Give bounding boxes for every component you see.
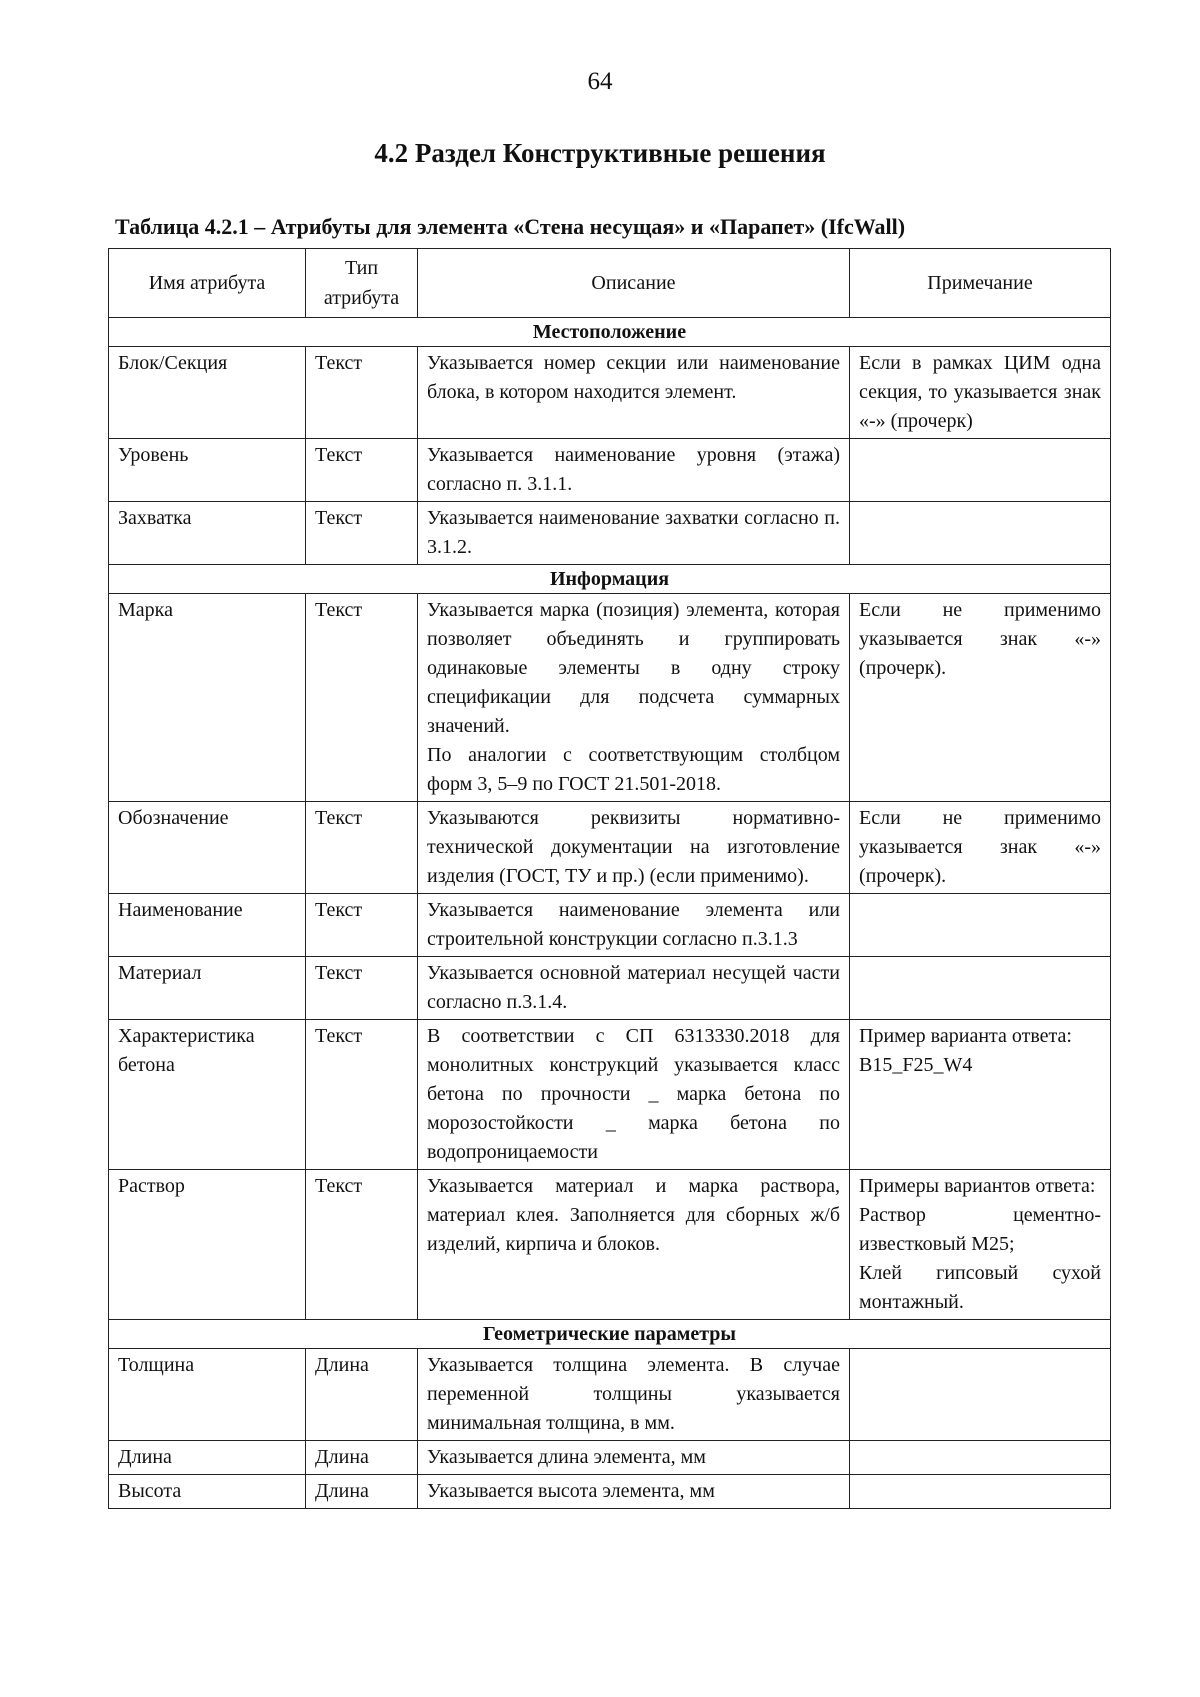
attr-type: Текст: [306, 802, 418, 894]
attr-note: Примеры вариантов ответа: Раствор цементно-известковый М25; Клей гипсовый сухой монтажный.: [850, 1170, 1111, 1320]
attr-description: Указывается марка (позиция) элемента, которая позволяет объединять и группировать одинаковые элементы в одну строку спецификации для подсчета суммарных значений. По аналогии с соответствующим столбцом форм 3, 5–9 по ГОСТ 21.501-2018.: [418, 594, 850, 802]
table-row: [109, 347, 1111, 439]
attr-name: Высота: [109, 1475, 306, 1509]
attr-note: [850, 894, 1111, 957]
attr-note: [850, 1349, 1111, 1441]
attr-type: Текст: [306, 594, 418, 802]
attr-type: Текст: [306, 1020, 418, 1170]
attr-description: В соответствии с СП 6313330.2018 для монолитных конструкций указывается класс бетона по прочности _ марка бетона по морозостойкости _ марка бетона по водопроницаемости: [418, 1020, 850, 1170]
column-header-note: Примечание: [850, 249, 1111, 318]
column-header-type: Тип атрибута: [306, 249, 418, 318]
attr-description: Указывается наименование захватки согласно п. 3.1.2.: [418, 502, 850, 565]
attr-note: Если не применимо указывается знак «-» (прочерк).: [850, 594, 1111, 802]
attr-description: Указывается номер секции или наименование блока, в котором находится элемент.: [418, 347, 850, 439]
attr-name: Длина: [109, 1441, 306, 1475]
attr-name: Толщина: [109, 1349, 306, 1441]
attr-name: Блок/Секция: [109, 347, 306, 439]
attr-type: Длина: [306, 1349, 418, 1441]
attr-note: Если не применимо указывается знак «-» (прочерк).: [850, 802, 1111, 894]
table-row: [109, 1475, 1111, 1509]
attr-name: Характеристика бетона: [109, 1020, 306, 1170]
attr-description: Указывается наименование элемента или строительной конструкции согласно п.3.1.3: [418, 894, 850, 957]
column-header-name: Имя атрибута: [109, 249, 306, 318]
table-caption: Таблица 4.2.1 – Атрибуты для элемента «Стена несущая» и «Парапет» (IfcWall): [115, 214, 906, 239]
attr-type: Длина: [306, 1475, 418, 1509]
group-row-geometry: [109, 1320, 1111, 1349]
group-title: Информация: [109, 565, 1111, 594]
attr-type: Текст: [306, 502, 418, 565]
table-row: [109, 894, 1111, 957]
group-row-information: [109, 565, 1111, 594]
group-title: Геометрические параметры: [109, 1320, 1111, 1349]
attributes-table: [108, 248, 1111, 1509]
attr-name: Уровень: [109, 439, 306, 502]
table-row: [109, 1020, 1111, 1170]
attr-description: Указывается основной материал несущей части согласно п.3.1.4.: [418, 957, 850, 1020]
attr-description: Указывается высота элемента, мм: [418, 1475, 850, 1509]
attr-note: [850, 957, 1111, 1020]
table-header-row: [109, 249, 1111, 318]
attr-note: Если в рамках ЦИМ одна секция, то указывается знак «-» (прочерк): [850, 347, 1111, 439]
attr-note: Пример варианта ответа: B15_F25_W4: [850, 1020, 1111, 1170]
attr-description: Указывается материал и марка раствора, материал клея. Заполняется для сборных ж/б изделий, кирпича и блоков.: [418, 1170, 850, 1320]
attr-note: [850, 1475, 1111, 1509]
table-row: [109, 957, 1111, 1020]
group-title: Местоположение: [109, 318, 1111, 347]
attr-note: [850, 439, 1111, 502]
attr-type: Текст: [306, 894, 418, 957]
attr-type: Длина: [306, 1441, 418, 1475]
attr-note: [850, 1441, 1111, 1475]
attr-type: Текст: [306, 347, 418, 439]
attr-type: Текст: [306, 957, 418, 1020]
attr-description: Указывается наименование уровня (этажа) согласно п. 3.1.1.: [418, 439, 850, 502]
group-row-location: [109, 318, 1111, 347]
attr-name: Наименование: [109, 894, 306, 957]
page-number: 64: [587, 68, 613, 95]
attr-name: Обозначение: [109, 802, 306, 894]
attr-description: Указывается толщина элемента. В случае переменной толщины указывается минимальная толщина, в мм.: [418, 1349, 850, 1441]
section-title: 4.2 Раздел Конструктивные решения: [374, 138, 826, 168]
table-row: [109, 1170, 1111, 1320]
attr-type: Текст: [306, 1170, 418, 1320]
attr-note: [850, 502, 1111, 565]
attr-name: Материал: [109, 957, 306, 1020]
table-row: [109, 1349, 1111, 1441]
attr-type: Текст: [306, 439, 418, 502]
attr-name: Раствор: [109, 1170, 306, 1320]
attr-description: Указывается длина элемента, мм: [418, 1441, 850, 1475]
table-row: [109, 439, 1111, 502]
attr-description: Указываются реквизиты нормативно-технической документации на изготовление изделия (ГОСТ, ТУ и пр.) (если применимо).: [418, 802, 850, 894]
table-row: [109, 594, 1111, 802]
table-row: [109, 1441, 1111, 1475]
column-header-description: Описание: [418, 249, 850, 318]
table-row: [109, 802, 1111, 894]
attr-name: Марка: [109, 594, 306, 802]
table-row: [109, 502, 1111, 565]
attr-name: Захватка: [109, 502, 306, 565]
